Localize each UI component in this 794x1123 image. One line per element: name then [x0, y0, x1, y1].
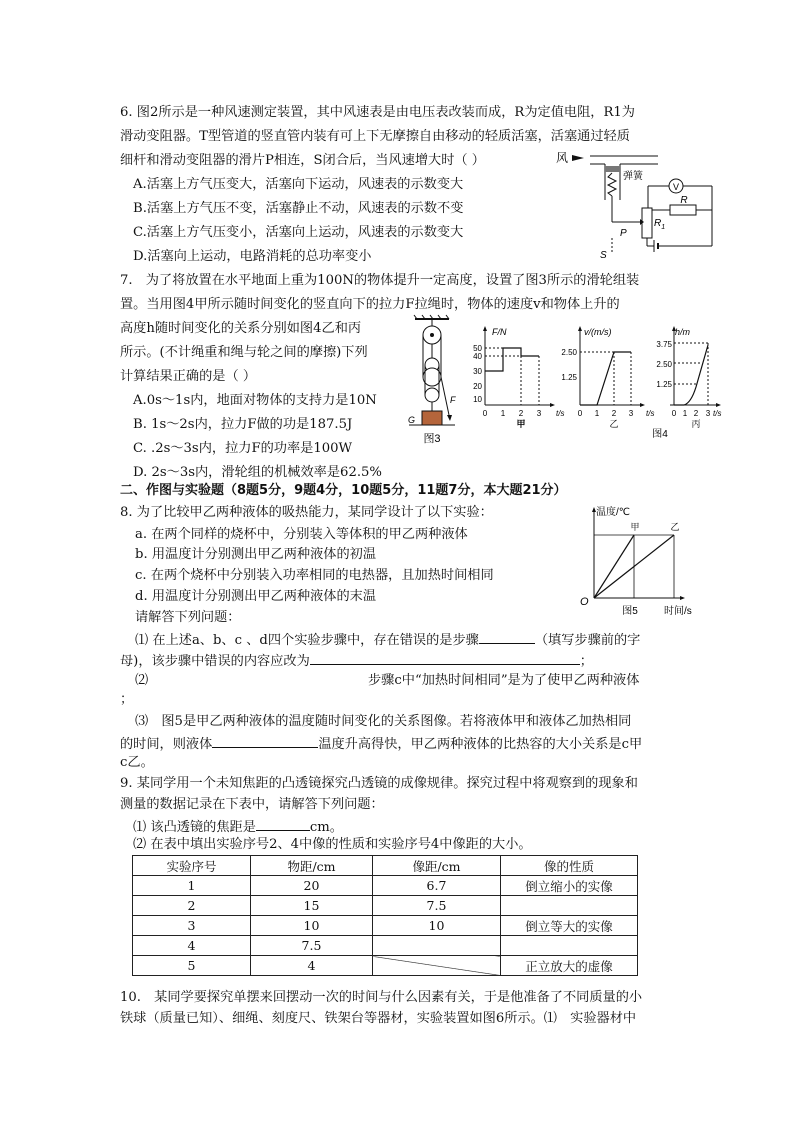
table-cell: 15 [251, 896, 373, 916]
table-row [133, 896, 638, 916]
movable-pulley-icon [423, 368, 441, 386]
graph-c-ylabel: h/m [675, 327, 691, 337]
svg-text:1.25: 1.25 [561, 373, 577, 382]
q8-step-b: b. 用温度计分别测出甲乙两种液体的初温 [135, 547, 377, 562]
resistor-r [670, 205, 696, 215]
svg-text:50: 50 [473, 344, 482, 353]
line-jia [594, 535, 634, 598]
table-cell: 7.5 [251, 936, 373, 956]
spring-icon [608, 173, 616, 196]
svg-text:2: 2 [611, 409, 617, 418]
fig4-caption: 图4 [652, 429, 668, 440]
fig5-ylabel: 温度/℃ [596, 507, 631, 518]
table-cell: 7.5 [373, 896, 501, 916]
fig3-g-label: G [408, 415, 416, 425]
fig2-r1-label: $R_1$ [654, 218, 666, 231]
q8-step-d: d. 用温度计分别测出甲乙两种液体的末温 [135, 589, 377, 604]
fig5-xlabel: 时间/s [664, 606, 692, 617]
fig2-spring-label: 弹簧 [623, 171, 643, 182]
svg-text:t/s: t/s [556, 409, 565, 418]
table-cell: 6.7 [373, 876, 501, 896]
graph-b-ylabel: v/(m/s) [584, 327, 612, 337]
q8-line-1: 8. 为了比较甲乙两种液体的吸热能力，某同学设计了以下实验： [120, 505, 493, 520]
svg-text:1: 1 [594, 409, 600, 418]
fig2-r-label: R [680, 195, 688, 206]
svg-text:3: 3 [628, 409, 634, 418]
figure-3-pulley-system [405, 315, 460, 447]
svg-text:1.25: 1.25 [656, 380, 672, 389]
table-cell: 5 [133, 956, 251, 976]
svg-text:t/s: t/s [713, 409, 722, 418]
q6-line-1: 6. 图2所示是一种风速测定装置，其中风速表是由电压表改装而成，R为定值电阻，R1为 [120, 105, 635, 120]
q8-part-2-end: ； [120, 692, 134, 707]
q7-line-2: 置。当用图4甲所示随时间变化的竖直向下的拉力F拉绳时，物体的速度v和物体上升的 [120, 297, 620, 312]
fig2-s-label: S [600, 250, 607, 261]
svg-text:2.50: 2.50 [561, 348, 577, 357]
fig5-yi-label: 乙 [670, 522, 680, 532]
weight-block [422, 411, 442, 425]
q7-option-a: A.0s～1s内，地面对物体的支持力是10N [133, 393, 377, 408]
svg-text:30: 30 [473, 367, 482, 376]
q7-option-c: C. .2s～3s内，拉力F的功率是100W [133, 441, 353, 456]
q8-part-1-cont: 母)，该步骤中错误的内容应改为 ； [120, 650, 593, 672]
rheostat-r1 [642, 208, 652, 238]
fig5-jia-label: 甲 [630, 522, 640, 532]
graph-c-name: 丙 [691, 419, 701, 429]
svg-text:10: 10 [473, 395, 482, 404]
table-row [133, 876, 638, 896]
svg-text:0: 0 [671, 409, 677, 418]
table-row [133, 936, 638, 956]
q8-part-2-text: 步骤c中“加热时间相同”是为了使甲乙两种液体 [368, 673, 640, 688]
table-cell-blank[interactable] [501, 896, 638, 916]
fig2-p-label: P [620, 228, 627, 239]
svg-text:0: 0 [577, 409, 583, 418]
table-cell-blank[interactable] [373, 936, 501, 956]
table-header-cell: 像的性质 [501, 856, 638, 876]
force-step-line [485, 348, 539, 371]
q9-line-1: 9. 某同学用一个未知焦距的凸透镜探究凸透镜的成像规律。探究过程中将观察到的现象和 [120, 776, 638, 791]
graph-a-ylabel: F/N [492, 327, 507, 337]
q7-option-d: D. 2s～3s内，滑轮组的机械效率是62.5% [133, 465, 382, 480]
q9-part-2: ⑵ 在表中填出实验序号2、4中像的性质和实验序号4中像距的大小。 [133, 837, 532, 852]
table-header-cell: 像距/cm [373, 856, 501, 876]
q7-option-b: B. 1s～2s内，拉力F做的功是187.5J [133, 417, 353, 432]
q8-ask: 请解答下列问题： [135, 610, 241, 625]
figure-5-temperature-graph [572, 502, 692, 620]
fig2-wind-label: 风 [556, 151, 569, 165]
table-cell: 3 [133, 916, 251, 936]
svg-text:20: 20 [473, 382, 482, 391]
svg-text:2: 2 [693, 409, 699, 418]
svg-text:1: 1 [682, 409, 688, 418]
table-cell: 1 [133, 876, 251, 896]
svg-text:40: 40 [473, 352, 482, 361]
table-cell: 倒立缩小的实像 [501, 876, 638, 896]
height-curve [674, 345, 708, 405]
table-cell: 正立放大的虚像 [501, 956, 638, 976]
svg-text:2.50: 2.50 [656, 360, 672, 369]
force-arrow-icon [447, 415, 452, 421]
fig3-f-label: F [450, 395, 456, 405]
q8-step-a: a. 在两个同样的烧杯中，分别装入等体积的甲乙两种液体 [135, 527, 468, 542]
q6-option-b: B.活塞上方气压不变，活塞静止不动，风速表的示数不变 [133, 201, 464, 216]
q8-part-1: ⑴ 在上述a、b、c 、d四个实验步骤中，存在错误的是步骤 （填写步骤前的字 [135, 629, 640, 651]
q8-part-3-line-3: c乙。 [120, 755, 154, 770]
q10-line-1: 10. 某同学要探究单摆来回摆动一次的时间与什么因素有关，于是他准备了不同质量的小 [120, 990, 643, 1005]
table-cell: 倒立等大的实像 [501, 916, 638, 936]
q8-part-2-num: ⑵ [135, 673, 149, 688]
fig3-caption: 图3 [423, 433, 441, 445]
velocity-line [580, 352, 631, 405]
figure-2-wind-speed-device [550, 146, 730, 262]
q6-line-2: 滑动变阻器。T型管道的竖直管内装有可上下无摩擦自由移动的轻质活塞，活塞通过轻质 [120, 129, 630, 144]
q7-line-5: 计算结果正确的是（ ） [120, 369, 257, 384]
fig5-caption: 图5 [622, 606, 638, 617]
q6-option-c: C.活塞上方气压变小，活塞向上运动，风速表的示数变大 [133, 225, 464, 240]
q10-line-2: 铁球（质量已知）、细绳、刻度尺、铁架台等器材，实验装置如图6所示。⑴ 实验器材中 [120, 1011, 637, 1026]
table-cell: 10 [373, 916, 501, 936]
q6-line-3: 细杆和滑动变阻器的滑片P相连，S闭合后，当风速增大时（ ） [120, 153, 485, 168]
q7-line-4: 所示。(不计绳重和绳与轮之间的摩擦)下列 [120, 345, 368, 360]
table-cell: 20 [251, 876, 373, 896]
table-header-cell: 物距/cm [251, 856, 373, 876]
q8-step-c: c. 在两个烧杯中分别装入功率相同的电热器，且加热时间相同 [135, 568, 494, 583]
fig2-meter-label: V [672, 182, 680, 192]
fig5-origin: O [580, 596, 589, 608]
table-header-cell: 实验序号 [133, 856, 251, 876]
q8-blank-step[interactable] [479, 629, 535, 644]
svg-text:3: 3 [705, 409, 711, 418]
piston [605, 166, 620, 172]
q7-line-3: 高度h随时间变化的关系分别如图4乙和丙 [120, 321, 362, 336]
table-cell-slashed [373, 956, 501, 976]
q8-part-3-line-1: ⑶ 图5是甲乙两种液体的温度随时间变化的关系图像。若将液体甲和液体乙加热相同 [135, 714, 632, 729]
graph-velocity-time [561, 326, 654, 429]
table-cell: 4 [133, 936, 251, 956]
section-2-heading: 二、作图与实验题（8题5分，9题4分，10题5分，11题7分，本大题21分） [120, 483, 567, 498]
svg-text:3.75: 3.75 [656, 340, 672, 349]
q9-part-1: ⑴ 该凸透镜的焦距是 cm。 [133, 816, 343, 838]
q9-line-2: 测量的数据记录在下表中，请解答下列问题： [120, 797, 384, 812]
svg-text:2: 2 [518, 409, 524, 418]
graph-force-time [473, 326, 564, 429]
table-row [133, 916, 638, 936]
q6-option-d: D.活塞向上运动，电路消耗的总功率变小 [133, 249, 372, 264]
wind-arrow-icon [572, 155, 584, 161]
graph-a-name: 甲 [516, 419, 526, 429]
svg-text:0: 0 [482, 409, 488, 418]
table-cell: 4 [251, 956, 373, 976]
svg-text:t/s: t/s [646, 409, 655, 418]
table-cell-blank[interactable] [501, 936, 638, 956]
table-header-row [133, 856, 638, 876]
lens-experiment-table [132, 855, 638, 976]
table-cell: 2 [133, 896, 251, 916]
q9-blank-focal-length[interactable] [256, 816, 310, 831]
svg-text:1: 1 [500, 409, 506, 418]
table-row [133, 956, 638, 976]
q8-blank-correction[interactable] [310, 650, 580, 665]
q6-option-a: A.活塞上方气压变大，活塞向下运动，风速表的示数变大 [133, 177, 464, 192]
svg-text:3: 3 [536, 409, 542, 418]
graph-b-name: 乙 [609, 419, 619, 429]
q7-line-1: 7. 为了将放置在水平地面上重为100N的物体提升一定高度，设置了图3所示的滑轮组装 [120, 273, 640, 288]
q8-blank-liquid[interactable] [212, 733, 318, 748]
table-cell: 10 [251, 916, 373, 936]
q8-part-3-line-2: 的时间，则液体 温度升高得快，甲乙两种液体的比热容的大小关系是c甲 [120, 733, 642, 755]
